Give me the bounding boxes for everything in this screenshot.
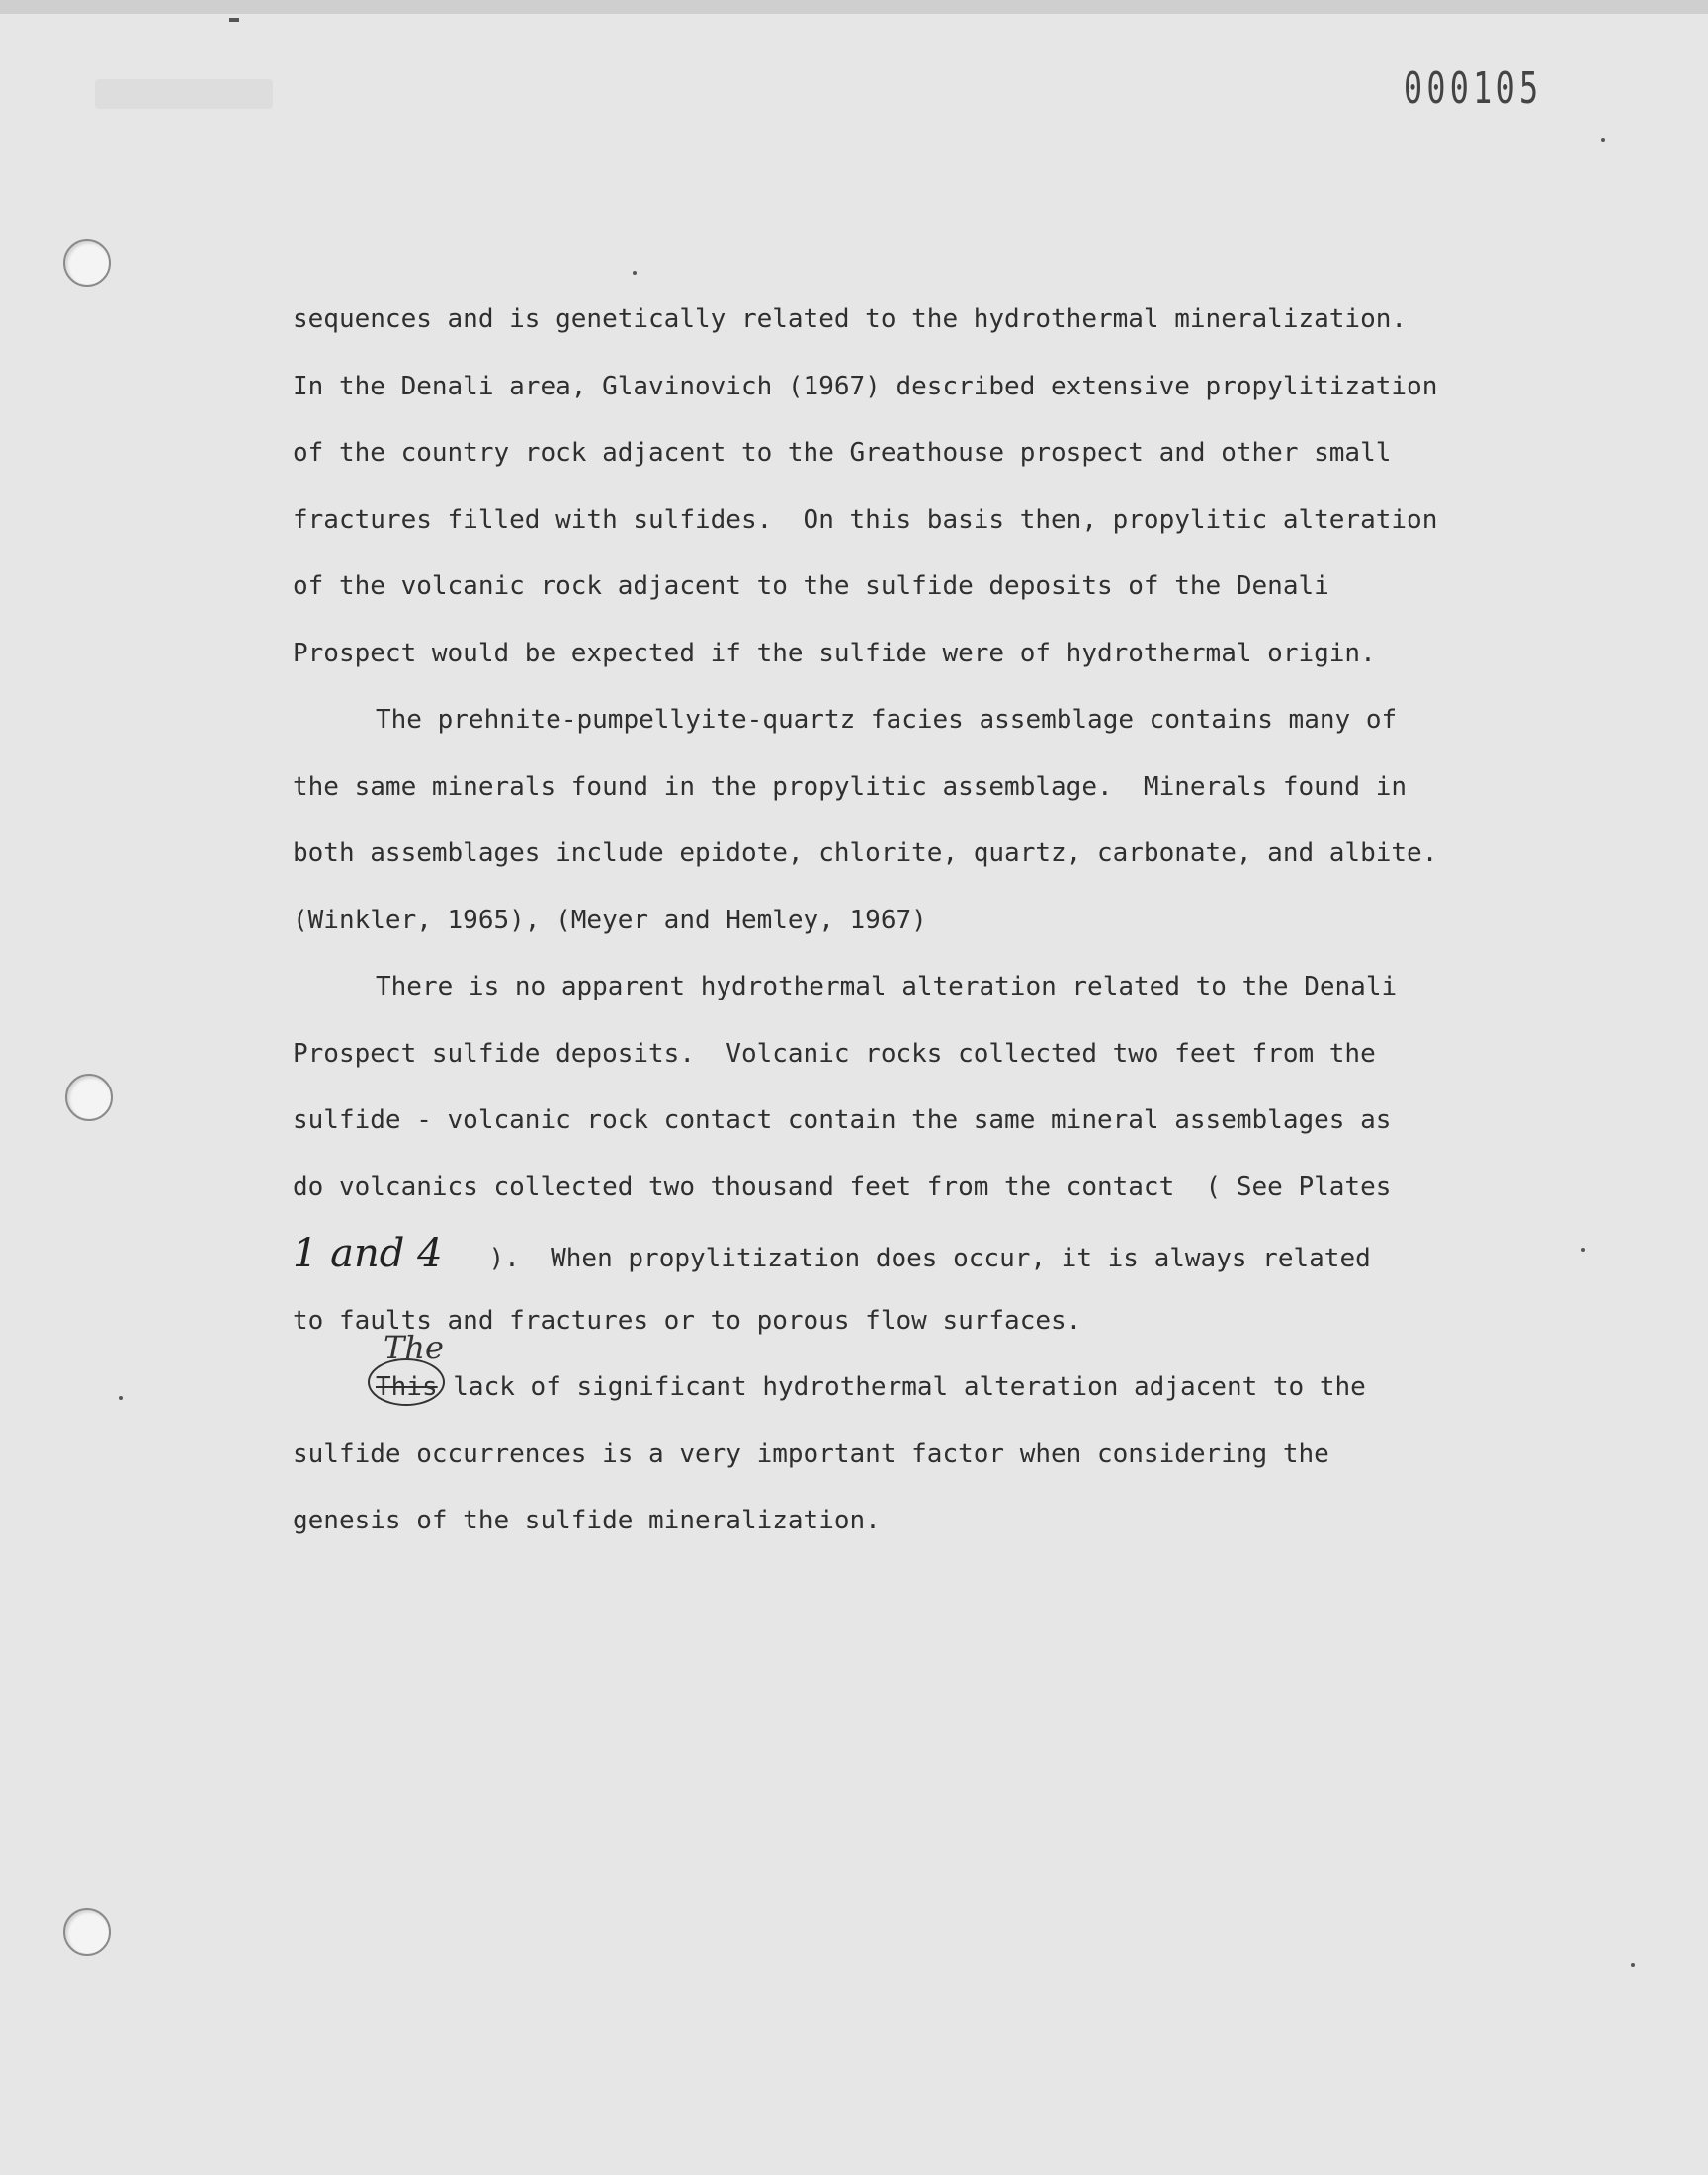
scan-speck — [1601, 138, 1605, 142]
text-line: The prehnite-pumpellyite-quartz facies assemblage contains many of — [376, 705, 1398, 735]
text-line: of the country rock adjacent to the Greathouse prospect and other small — [293, 438, 1392, 468]
text-line: the same minerals found in the propylitic assemblage. Minerals found in — [293, 771, 1408, 802]
handwritten-plate-numbers: 1 and 4 — [293, 1231, 443, 1276]
text-line: both assemblages include epidote, chlorite, quartz, carbonate, and albite. — [293, 838, 1438, 868]
scan-speck — [1581, 1248, 1585, 1252]
text-line: In the Denali area, Glavinovich (1967) described extensive propylitization — [293, 371, 1438, 401]
scan-speck — [1631, 1963, 1635, 1967]
scan-speck — [119, 1396, 123, 1400]
text-line: sulfide - volcanic rock contact contain the same mineral assemblages as — [293, 1105, 1392, 1135]
text-line: to faults and fractures or to porous flow surfaces. — [293, 1305, 1082, 1336]
text-line: Prospect sulfide deposits. Volcanic rocks collected two feet from the — [293, 1038, 1376, 1069]
punch-hole-top — [63, 239, 111, 287]
text-line: of the volcanic rock adjacent to the sulfide deposits of the Denali — [293, 571, 1329, 601]
text-fragment: ). When propylitization does occur, it is always related — [442, 1244, 1371, 1273]
punch-hole-bottom — [63, 1908, 111, 1956]
page-number: 000105 — [1404, 63, 1543, 114]
text-line: (Winkler, 1965), (Meyer and Hemley, 1967) — [293, 905, 927, 935]
handwritten-correction: The — [384, 1329, 444, 1366]
text-line-with-handwriting — [293, 1221, 1578, 1288]
page-top-mark — [229, 18, 239, 22]
document-body — [293, 287, 1578, 1555]
circled-word — [376, 1329, 444, 1422]
struck-word: This — [376, 1372, 438, 1402]
text-line: genesis of the sulfide mineralization. — [293, 1506, 881, 1535]
text-fragment: lack of significant hydrothermal alteration adjacent to the — [437, 1372, 1366, 1402]
scan-speck — [633, 271, 637, 275]
text-line: sulfide occurrences is a very important factor when considering the — [293, 1438, 1329, 1469]
text-line: do volcanics collected two thousand feet from the contact ( See Plates — [293, 1172, 1392, 1202]
faint-stamp — [95, 79, 273, 109]
text-line: fractures filled with sulfides. On this basis then, propylitic alteration — [293, 504, 1438, 535]
text-line: Prospect would be expected if the sulfide were of hydrothermal origin. — [293, 638, 1376, 668]
text-line: There is no apparent hydrothermal alteration related to the Denali — [376, 972, 1398, 1001]
text-line: sequences and is genetically related to the hydrothermal mineralization. — [293, 304, 1408, 334]
page-top-edge — [0, 0, 1708, 14]
text-line-with-correction — [293, 1329, 1578, 1422]
punch-hole-middle — [65, 1074, 113, 1121]
